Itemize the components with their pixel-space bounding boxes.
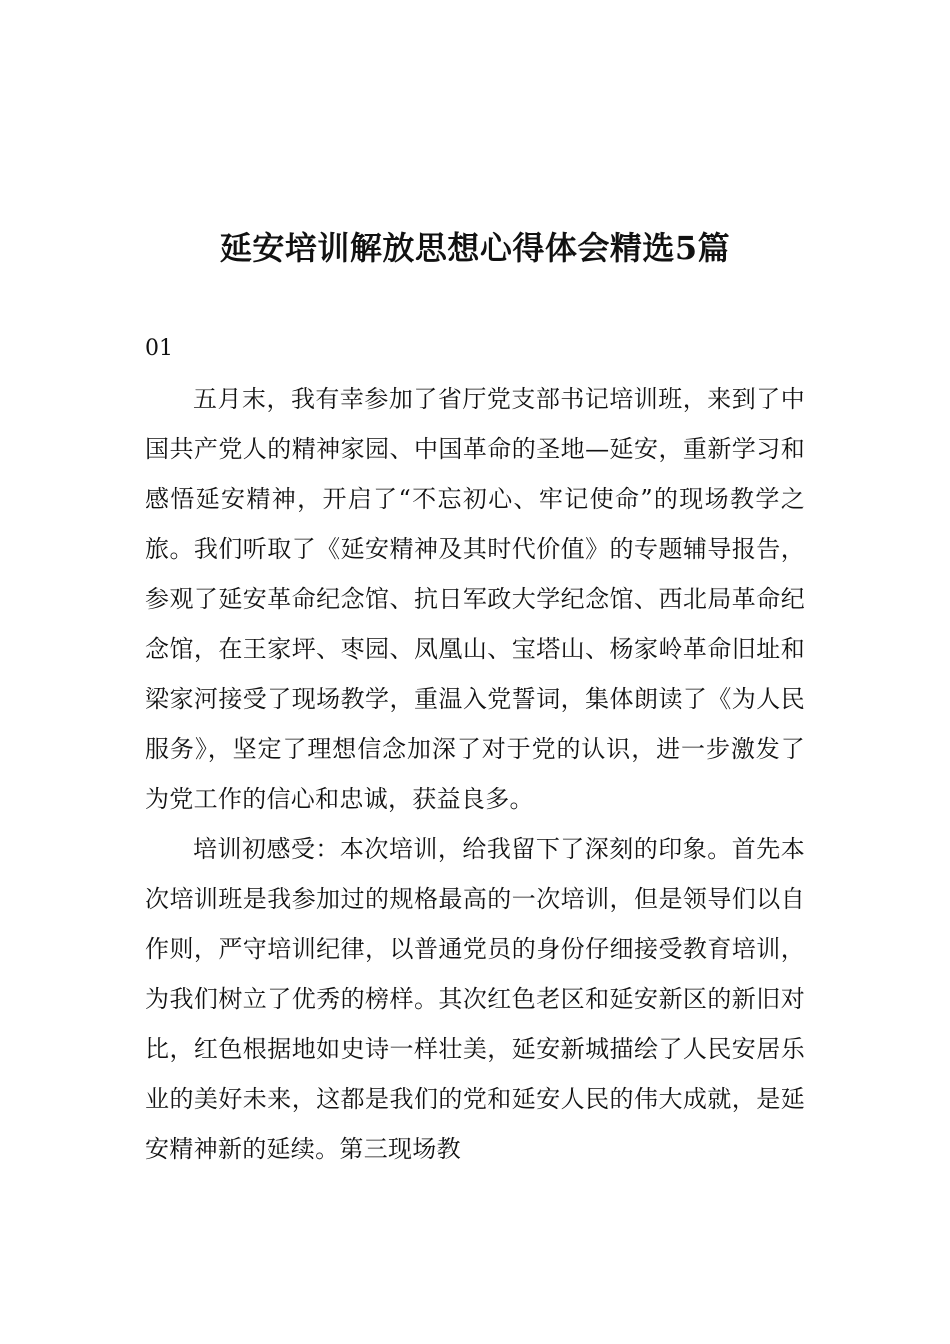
- paragraph-2: 培训初感受：本次培训，给我留下了深刻的印象。首先本次培训班是我参加过的规格最高的一次培训，但是领导们以自作则，严守培训纪律，以普通党员的身份仔细接受教育培训，为我们树立了优秀的榜样。其次红色老区和延安新区的新旧对比，红色根据地如史诗一样壮美，延安新城描绘了人民安居乐业的美好未来，这都是我们的党和延安人民的伟大成就，是延安精神新的延续。第三现场教: [145, 835, 805, 1163]
- paragraph-1: 五月末，我有幸参加了省厅党支部书记培训班，来到了中国共产党人的精神家园、中国革命的圣地—延安，重新学习和感悟延安精神，开启了“不忘初心、牢记使命”的现场教学之旅。我们听取了《延安精神及其时代价值》的专题辅导报告，参观了延安革命纪念馆、抗日军政大学纪念馆、西北局革命纪念馆，在王家坪、枣园、凤凰山、宝塔山、杨家岭革命旧址和梁家河接受了现场教学，重温入党誓词，集体朗读了《为人民服务》，坚定了理想信念加深了对于党的认识，进一步激发了为党工作的信心和忠诚，获益良多。: [145, 385, 805, 813]
- section-number: 01: [145, 336, 173, 361]
- document-title: 延安培训解放思想心得体会精选5篇: [219, 229, 731, 267]
- document-body: [145, 374, 805, 1174]
